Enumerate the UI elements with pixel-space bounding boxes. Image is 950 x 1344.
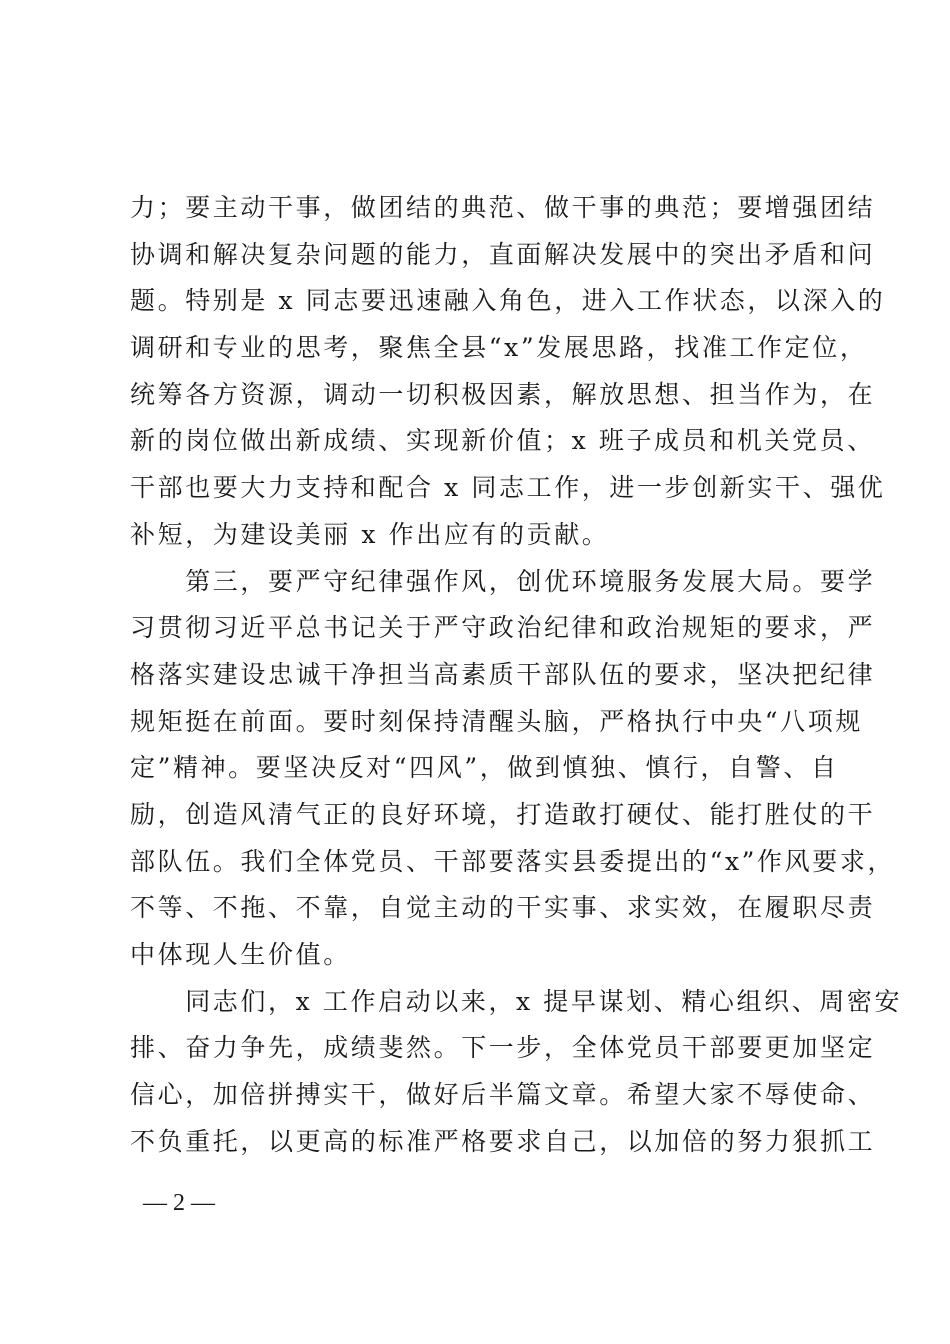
text-line: 定”精神。要坚决反对“四风”，做到慎独、慎行，自警、自 bbox=[130, 753, 839, 783]
text-line: 格落实建设忠诚干净担当高素质干部队伍的要求，坚决把纪律 bbox=[130, 659, 876, 689]
text-line: 题。特别是 x 同志要迅速融入角色，进入工作状态，以深入的 bbox=[130, 286, 886, 316]
text-line: 习贯彻习近平总书记关于严守政治纪律和政治规矩的要求，严 bbox=[130, 613, 876, 643]
text-line: 不负重托，以更高的标准严格要求自己，以加倍的努力狠抓工 bbox=[130, 1126, 876, 1156]
text-line: 排、奋力争先，成绩斐然。下一步，全体党员干部要更加坚定 bbox=[130, 1033, 876, 1063]
text-line: 调研和专业的思考，聚焦全县“x”发展思路，找准工作定位， bbox=[130, 333, 868, 363]
text-line: 第三，要严守纪律强作风，创优环境服务发展大局。要学 bbox=[130, 566, 876, 596]
text-line: 新的岗位做出新成绩、实现新价值；x 班子成员和机关党员、 bbox=[130, 426, 875, 456]
body-text bbox=[130, 185, 903, 1165]
text-line: 信心，加倍拼搏实干，做好后半篇文章。希望大家不辱使命、 bbox=[130, 1080, 876, 1110]
text-line: 同志们，x 工作启动以来，x 提早谋划、精心组织、周密安 bbox=[130, 986, 903, 1016]
text-line: 部队伍。我们全体党员、干部要落实县委提出的“x”作风要求， bbox=[130, 846, 896, 876]
text-line: 力；要主动干事，做团结的典范、做干事的典范；要增强团结 bbox=[130, 193, 876, 222]
page-number: — 2 — bbox=[143, 1190, 215, 1216]
text-line: 不等、不拖、不靠，自觉主动的干实事、求实效，在履职尽责 bbox=[130, 893, 876, 923]
text-line: 统筹各方资源，调动一切积极因素，解放思想、担当作为，在 bbox=[130, 379, 876, 409]
text-line: 干部也要大力支持和配合 x 同志工作，进一步创新实干、强优 bbox=[130, 473, 886, 503]
text-line: 中体现人生价值。 bbox=[130, 940, 351, 969]
text-line: 协调和解决复杂问题的能力，直面解决发展中的突出矛盾和问 bbox=[130, 239, 876, 269]
text-line: 补短，为建设美丽 x 作出应有的贡献。 bbox=[130, 519, 610, 549]
text-line: 励，创造风清气正的良好环境，打造敢打硬仗、能打胜仗的干 bbox=[130, 799, 876, 829]
text-line: 规矩挺在前面。要时刻保持清醒头脑，严格执行中央“八项规 bbox=[130, 706, 863, 736]
